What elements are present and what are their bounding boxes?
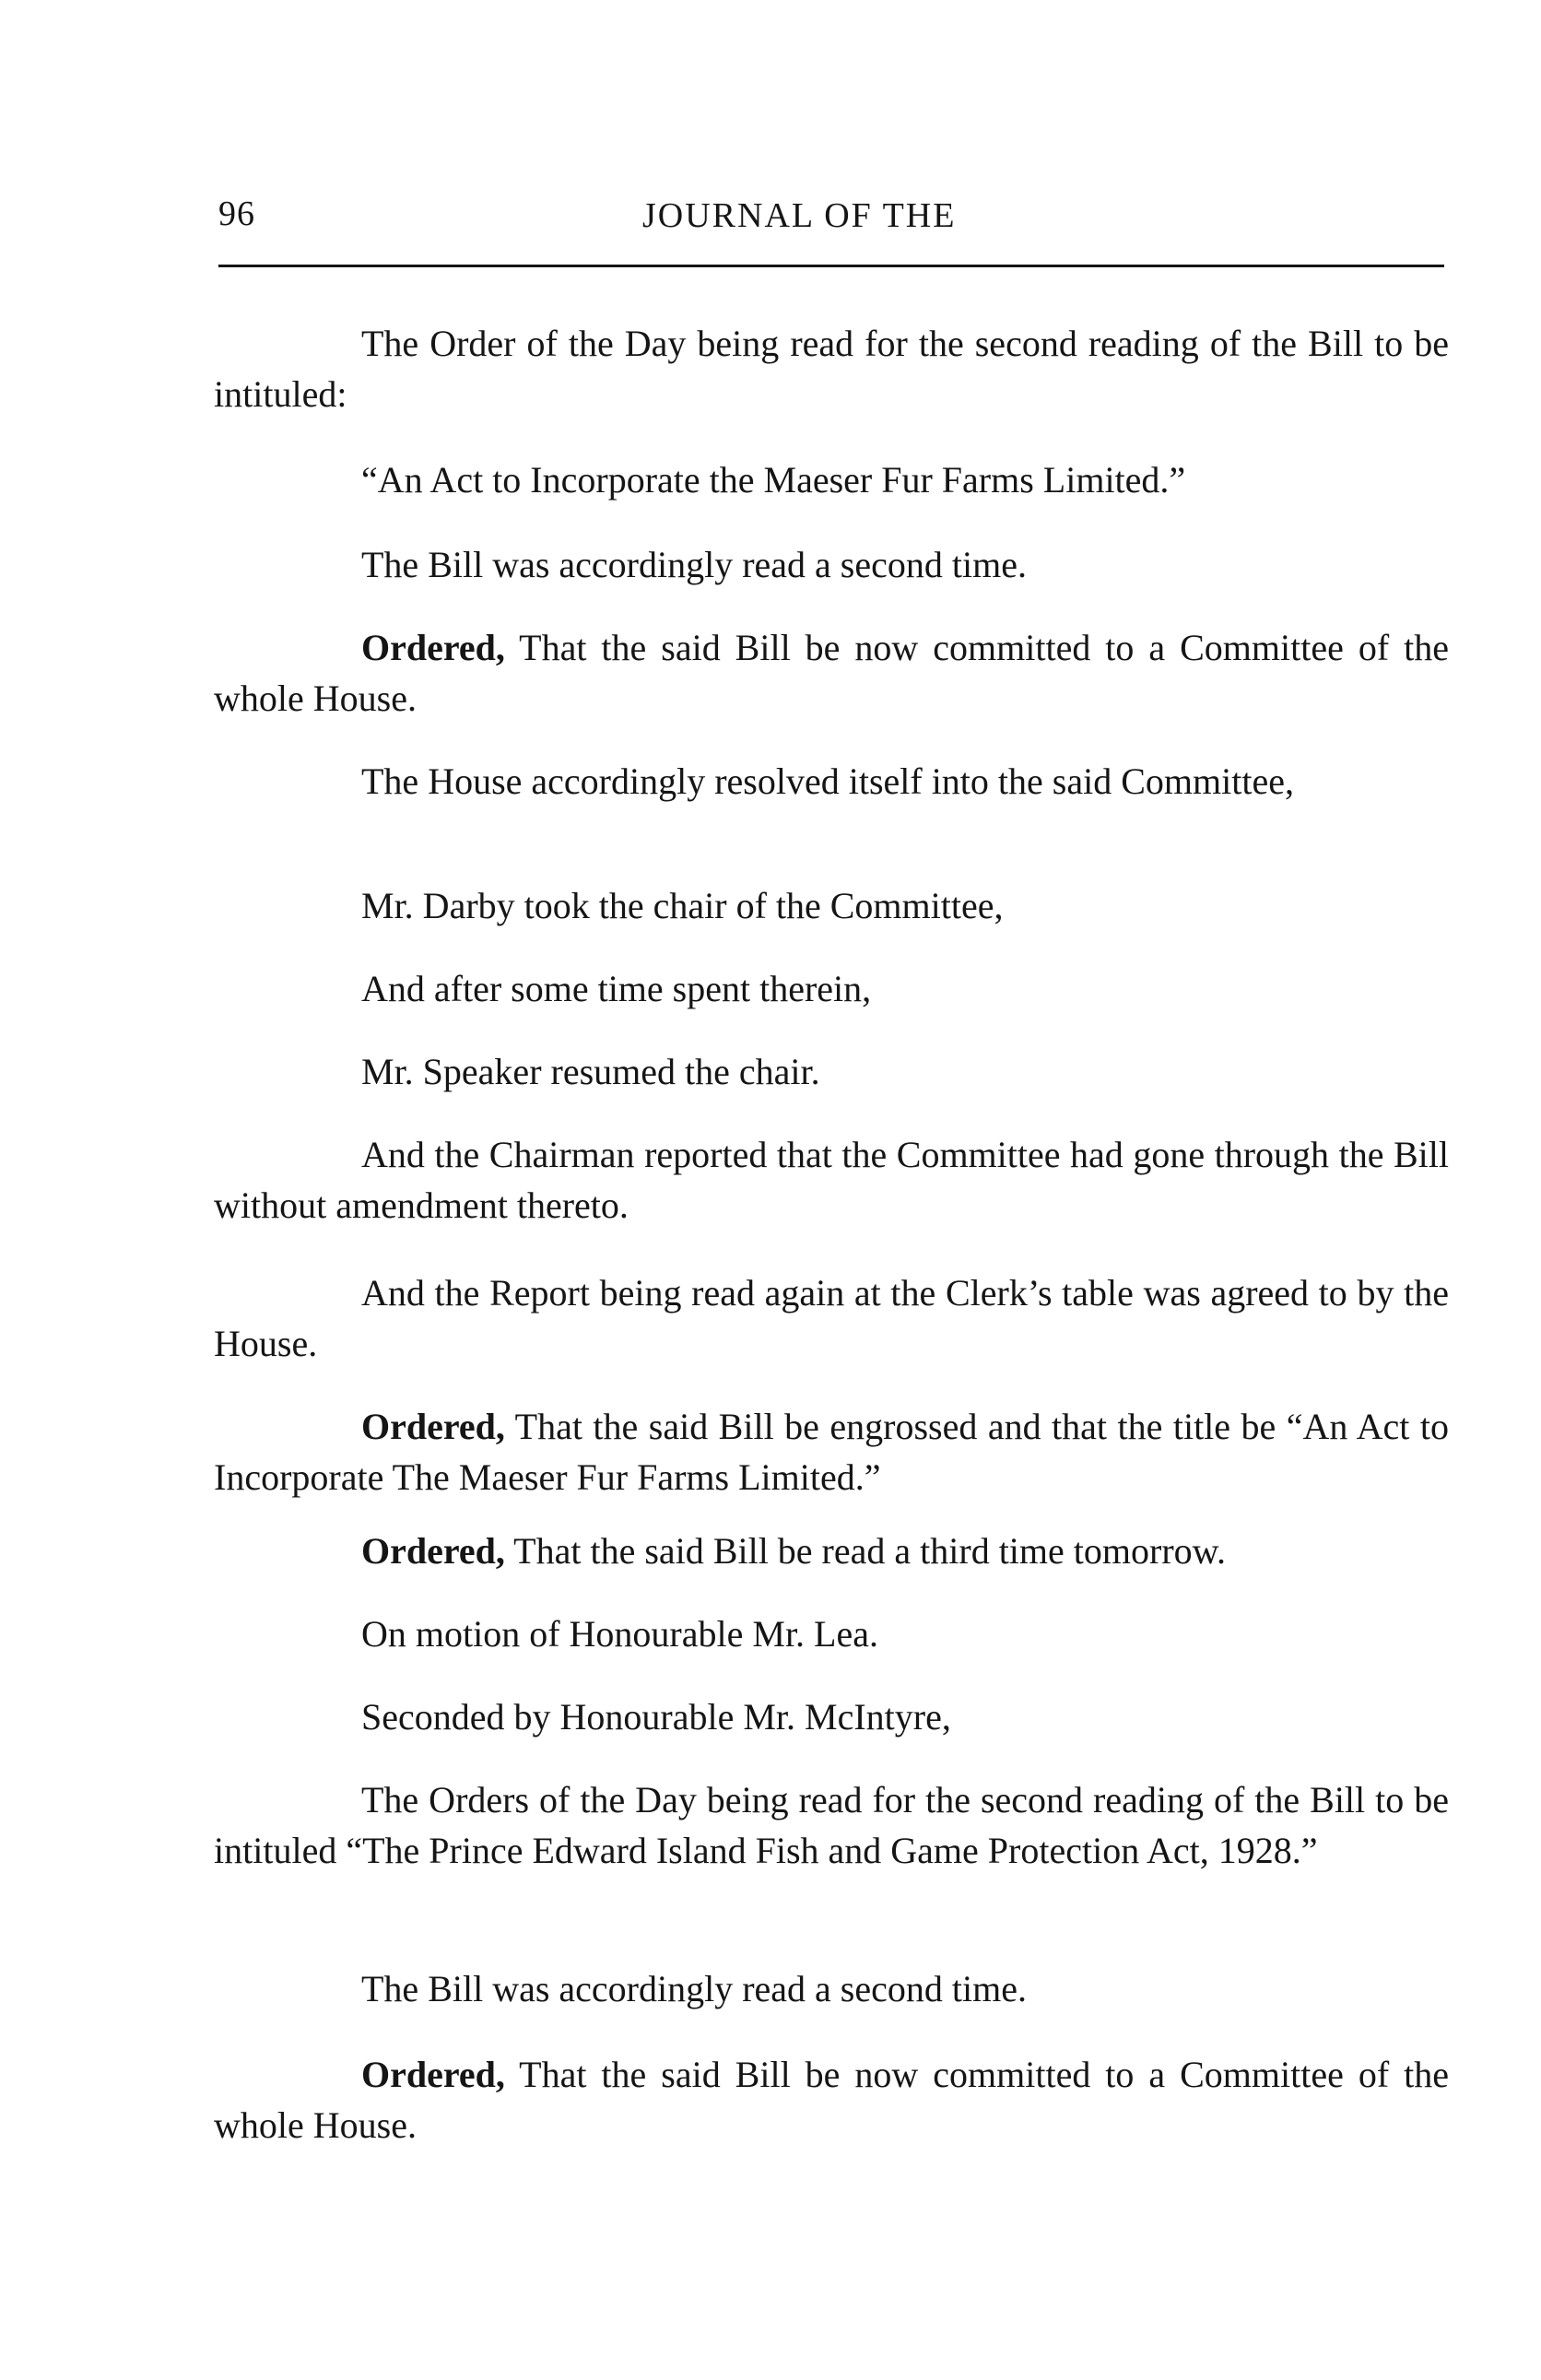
paragraph-report-agreed	[214, 1267, 1449, 1369]
page-header	[218, 194, 1444, 249]
paragraph-time-spent	[214, 963, 1449, 1014]
paragraph-text: On motion of Honourable Mr. Lea.	[361, 1613, 878, 1655]
paragraph-ordered-committed-1	[214, 622, 1449, 724]
paragraph-motion-lea	[214, 1608, 1449, 1659]
paragraph-text: The Bill was accordingly read a second time.	[361, 544, 1027, 585]
paragraph-text: And the Chairman reported that the Committee had gone through the Bill without amendment thereto.	[214, 1134, 1449, 1226]
paragraph-lead: Ordered,	[361, 2054, 505, 2095]
paragraph-ordered-third-reading	[214, 1526, 1449, 1576]
paragraph-ordered-committed-2	[214, 2049, 1449, 2150]
paragraph-text: That the said Bill be read a third time tomorrow.	[504, 1530, 1226, 1572]
paragraph-lead: Ordered,	[361, 1530, 505, 1572]
paragraph-lead: Ordered,	[361, 627, 505, 668]
paragraph-text: That the said Bill be now committed to a Committee of the whole House.	[214, 2054, 1449, 2146]
paragraph-second-reading-2	[214, 1963, 1449, 2014]
paragraph-darby-chair	[214, 880, 1449, 931]
paragraph-text: The House accordingly resolved itself into the said Committee,	[361, 760, 1294, 802]
paragraph-text: Mr. Speaker resumed the chair.	[361, 1051, 820, 1092]
paragraph-text: That the said Bill be engrossed and that the title be “An Act to Incorporate The Maeser Fur Farms Limited.”	[214, 1406, 1449, 1498]
paragraph-order-of-day-1	[214, 318, 1449, 419]
paragraph-text: Seconded by Honourable Mr. McIntyre,	[361, 1696, 951, 1738]
paragraph-text: That the said Bill be now committed to a Committee of the whole House.	[214, 627, 1449, 719]
paragraph-ordered-engrossed	[214, 1401, 1449, 1502]
paragraph-lead: Ordered,	[361, 1406, 505, 1447]
paragraph-house-resolved	[214, 756, 1449, 807]
paragraph-chairman-reported	[214, 1129, 1449, 1231]
paragraph-text: The Orders of the Day being read for the second reading of the Bill to be intituled “The Prince Edward Island Fish and Game Protection Act, 1928.”	[214, 1779, 1449, 1871]
paragraph-text: “An Act to Incorporate the Maeser Fur Farms Limited.”	[361, 459, 1186, 501]
paragraph-text: And the Report being read again at the Clerk’s table was agreed to by the House.	[214, 1272, 1449, 1364]
paragraph-text: Mr. Darby took the chair of the Committee,	[361, 885, 1004, 926]
page-number: 96	[218, 194, 255, 233]
paragraph-seconded-mcintyre	[214, 1691, 1449, 1742]
paragraph-text: The Bill was accordingly read a second time.	[361, 1968, 1027, 2009]
running-head: JOURNAL OF THE	[642, 196, 957, 235]
paragraph-bill-title-1	[214, 454, 1449, 505]
paragraph-text: And after some time spent therein,	[361, 968, 872, 1009]
paragraph-text: The Order of the Day being read for the second reading of the Bill to be intituled:	[214, 323, 1449, 415]
paragraph-speaker-resumed	[214, 1046, 1449, 1097]
paragraph-order-of-day-2	[214, 1774, 1449, 1876]
paragraph-second-reading-1	[214, 539, 1449, 590]
header-rule	[218, 265, 1444, 267]
